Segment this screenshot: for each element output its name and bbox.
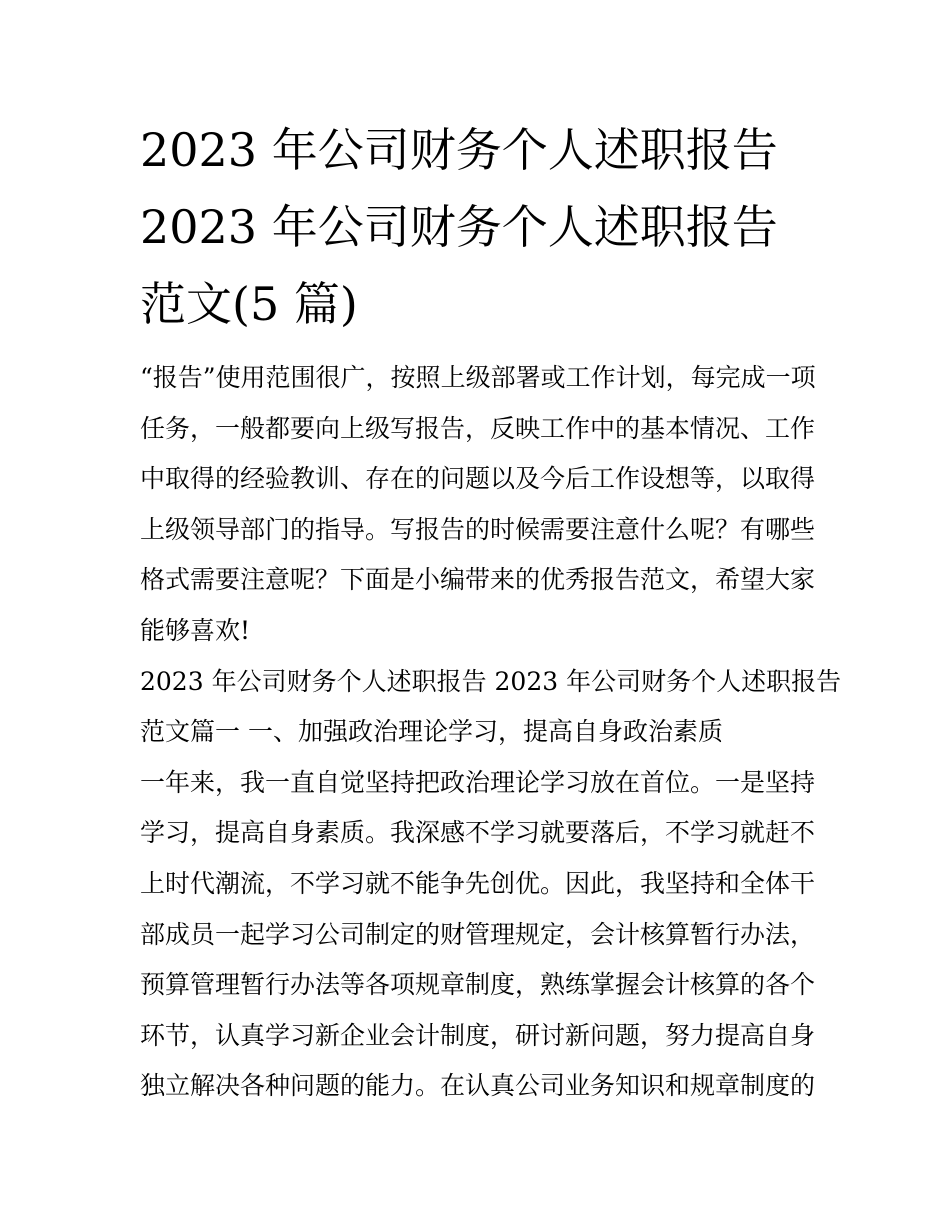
body-line: 格式需要注意呢？下面是小编带来的优秀报告范文，希望大家 [140,565,816,595]
body-line: 上时代潮流，不学习就不能争先创优。因此，我坚持和全体干 [140,868,816,898]
body-line: 预算管理暂行办法等各项规章制度，熟练掌握会计核算的各个 [140,970,816,1000]
document-body [140,353,842,1112]
body-line: 部成员一起学习公司制定的财管理规定，会计核算暂行办法， [140,919,816,949]
body-line: 能够喜欢! [140,615,251,645]
title-line-3: 范文(5 篇) [140,277,358,331]
section-heading-line: 2023 年公司财务个人述职报告 2023 年公司财务个人述职报告 [140,666,842,696]
body-line: “报告”使用范围很广，按照上级部署或工作计划，每完成一项 [140,363,816,392]
section-heading-line: 范文篇一 一、加强政治理论学习，提高自身政治素质 [140,717,723,747]
document-title [140,112,820,343]
body-line: 上级领导部门的指导。写报告的时候需要注意什么呢？有哪些 [140,514,816,544]
body-line: 环节，认真学习新企业会计制度，研讨新问题，努力提高自身 [140,1020,816,1050]
body-line: 中取得的经验教训、存在的问题以及今后工作设想等，以取得 [140,464,816,494]
body-line: 独立解决各种问题的能力。在认真公司业务知识和规章制度的 [140,1071,816,1101]
title-line-2: 2023 年公司财务个人述职报告 [140,200,778,254]
body-line: 一年来，我一直自觉坚持把政治理论学习放在首位。一是坚持 [140,767,816,797]
body-line: 任务，一般都要向上级写报告，反映工作中的基本情况、工作 [140,413,816,443]
title-line-1: 2023 年公司财务个人述职报告 [140,123,778,177]
body-line: 学习，提高自身素质。我深感不学习就要落后，不学习就赶不 [140,818,816,848]
